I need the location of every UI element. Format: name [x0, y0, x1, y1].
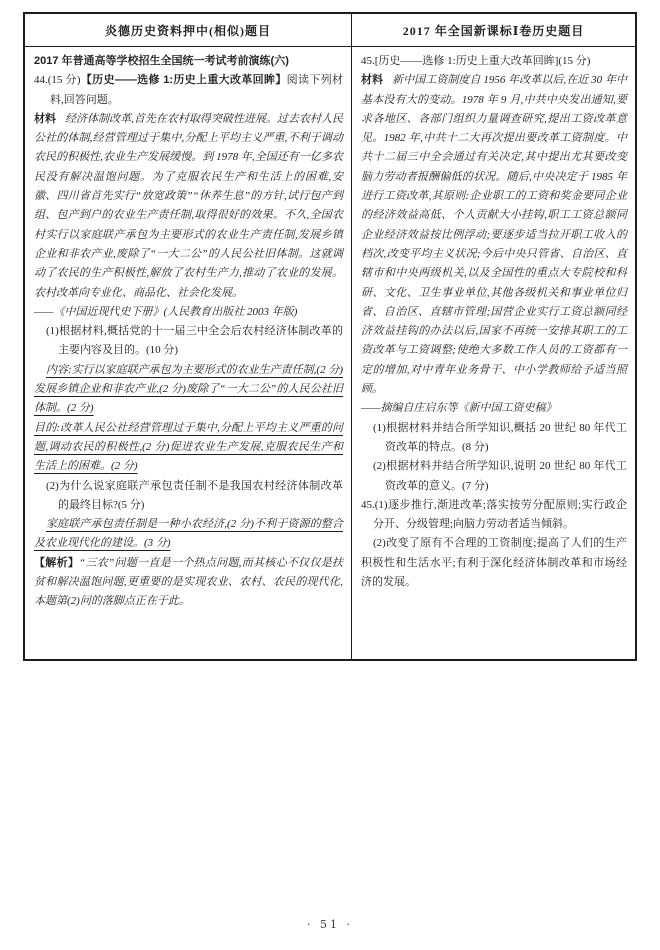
- left-question-cell: [25, 47, 352, 659]
- page-number: · 51 ·: [307, 918, 353, 931]
- question-44-number: 44.(15 分): [34, 74, 81, 87]
- right-answer-2: (2)改变了原有不合理的工资制度;提高了人们的生产积极性和生活水平;有利于深化经济体制改革和市场经济的发展。: [361, 537, 627, 589]
- right-source-citation: ——摘编自庄启东等《新中国工资史稿》: [361, 402, 557, 415]
- answer-1-content: 内容:实行以家庭联产承包为主要形式的农业生产责任制,(2 分)发展乡镇企业和非农产业,(2 分)废除了“一大二公”的人民公社旧体制。(2 分): [34, 363, 343, 415]
- question-44-topic: 【历史——选修 1:历史上重大改革回眸】: [80, 74, 287, 87]
- right-answer-1: 45.(1)逐步推行,渐进改革;落实按劳分配原则;实行政企分开、分级管理;向脑力劳动者适当倾斜。: [361, 498, 627, 531]
- answer-2-text: 家庭联产承包责任制是一种小农经济,(2 分)不利于资源的整合及农业现代化的建设。(3 分): [34, 518, 343, 550]
- left-material-paragraph: [34, 110, 343, 303]
- answer-1-purpose: 目的:改革人民公社经营管理过于集中,分配上平均主义严重的问题,调动农民的积极性,(2 分)促进农业生产发展,克服农民生产和生活上的困难。(2 分): [34, 421, 343, 473]
- table-header-left: [25, 14, 352, 47]
- right-question-1: (1)根据材料并结合所学知识,概括 20 世纪 80 年代工资改革的特点。(8 分): [373, 421, 627, 453]
- left-material-label: 材料: [34, 112, 57, 125]
- analysis-paragraph: [34, 554, 343, 612]
- right-question-2: (2)根据材料并结合所学知识,说明 20 世纪 80 年代工资改革的意义。(7 分): [373, 460, 627, 492]
- question-44-tail: 阅读下列材料,回答问题。: [50, 74, 344, 106]
- right-question-cell: [352, 47, 635, 659]
- analysis-text: “三农”问题一直是一个热点问题,而其核心不仅仅是扶贫和解决温饱问题,更重要的是实现农业、农村、农民的现代化,本题第(2)问的落脚点正在于此。: [34, 556, 344, 608]
- left-source-citation: ——《中国近现代史下册》(人民教育出版社 2003 年版): [34, 305, 298, 318]
- comparison-table: [23, 12, 637, 661]
- question-45-head: 45.[历史——选修 1:历史上重大改革回眸](15 分): [361, 55, 591, 67]
- right-material-text: 新中国工资制度自 1956 年改革以后,在近 30 年中基本没有大的变动。1978 年 9 月,中共中央发出通知,要求各地区、各部门组织力量调查研究,提出工资改革意见。1982 年,中共十二大再次提出要改革工资制度。中共十二届三中全会通过有关决定,其中提出尤其要改变脑力劳动者报酬偏低的状况。随后,中央决定于 1985 年进行工资改革,其原则:企业职工的工资和奖金要同企业的经济效益高低、个人贡献大小挂钩,职工工资总额同企业经济效益按比例浮动;要逐步适当拉开职工收入的档次,改变平均主义状况;今后中央只管省、自治区、直辖市和中央两级机关,以及全国性的重点大专院校和科研、文化、卫生事业单位,其他各级机关和事业单位归省、自治区、直辖市管理;国营企业实行工资总额同经济效益挂钩的办法以后,国家不再统一安排其职工的工资改革与工资调整;使绝大多数工作人员的工资都有一定的增加,对中青年业务骨干、中小学教师给予适当照顾。: [361, 74, 627, 396]
- left-question-1: (1)根据材料,概括党的十一届三中全会后农村经济体制改革的主要内容及目的。(10 分): [46, 325, 343, 357]
- table-header-right: [352, 14, 635, 47]
- left-question-2: (2)为什么说家庭联产承包责任制不是我国农村经济体制改革的最终目标?(5 分): [46, 479, 343, 511]
- exam-title: 2017 年普通高等学校招生全国统一考试考前演练(六): [34, 55, 289, 67]
- question-44-intro: [34, 71, 343, 110]
- header-left-label: 炎德历史资料押中(相似)题目: [105, 23, 271, 38]
- right-material-paragraph: [361, 71, 627, 399]
- analysis-label: 【解析】: [34, 556, 80, 569]
- header-right-label: 2017 年全国新课标Ⅰ卷历史题目: [402, 23, 585, 38]
- right-material-label: 材料: [361, 74, 384, 87]
- left-material-text: 经济体制改革,首先在农村取得突破性进展。过去农村人民公社的体制,经营管理过于集中,分配上平均主义严重,不利于调动农民的积极性,农业生产发展缓慢。到 1978 年,全国还有一亿多农民没有解决温饱问题。为了克服农民生产和生活上的困难,安徽、四川省首先实行“放宽政策”“休养生息”的方针,试行包产到组、包产到户的农业生产责任制,取得很好的效果。不久,全国农村实行以家庭联产承包为主要形式的农业生产责任制,发展乡镇企业和非农产业,废除了“一大二公”的人民公社旧体制。这就调动了农民的生产积极性,解放了农村生产力,推动了农业的发展。农村改革向专业化、商品化、社会化发展。: [34, 112, 344, 299]
